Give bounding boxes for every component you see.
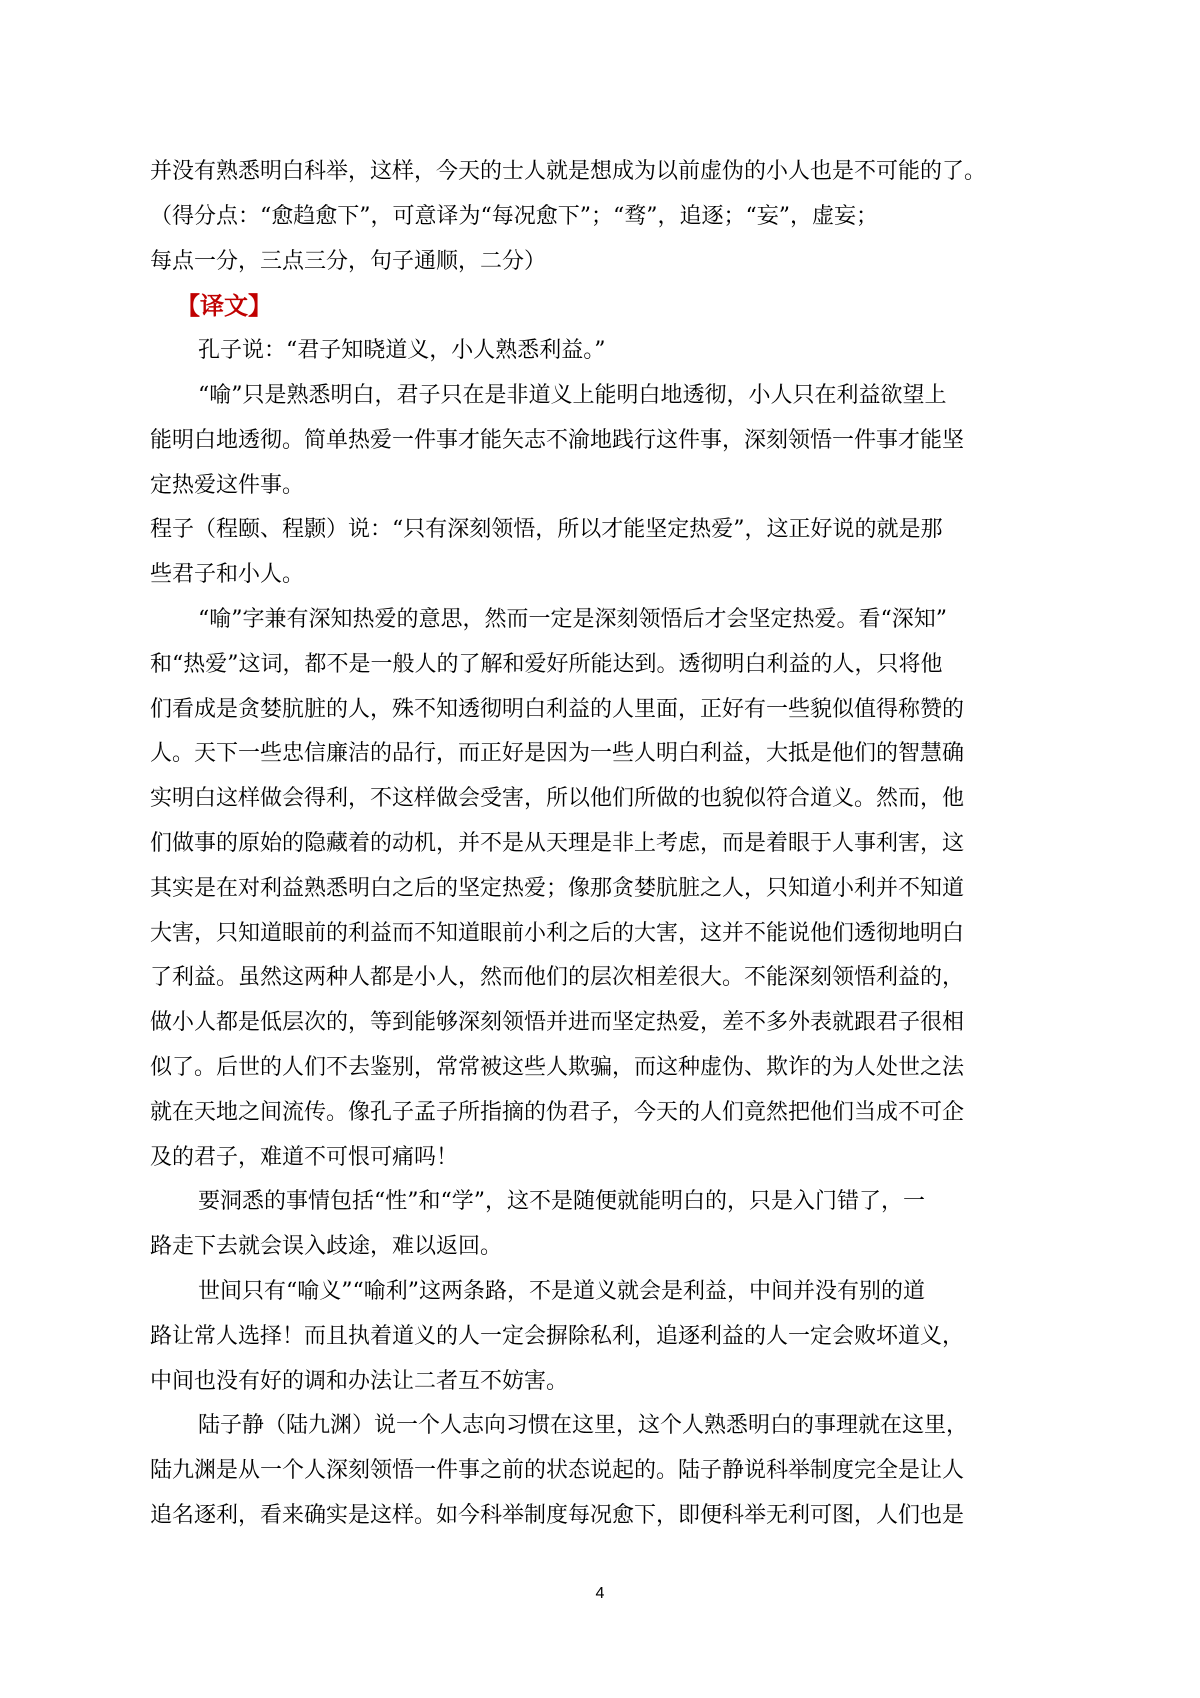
body-line: 和“热爱”这词，都不是一般人的了解和爱好所能达到。透彻明白利益的人，只将他: [150, 651, 943, 677]
body-line: “喻”字兼有深知热爱的意思，然而一定是深刻领悟后才会坚定热爱。看“深知”: [198, 606, 947, 632]
body-line: 做小人都是低层次的，等到能够深刻领悟并进而坚定热爱，差不多外表就跟君子很相: [150, 1010, 965, 1036]
translation-heading: 【译文】: [176, 291, 272, 321]
body-line: 追名逐利，看来确实是这样。如今科举制度每况愈下，即便科举无利可图，人们也是: [150, 1502, 965, 1528]
body-line: 人。天下一些忠信廉洁的品行，而正好是因为一些人明白利益，大抵是他们的智慧确: [150, 741, 965, 767]
body-line: 大害，只知道眼前的利益而不知道眼前小利之后的大害，这并不能说他们透彻地明白: [150, 920, 965, 946]
body-line: 实明白这样做会得利，不这样做会受害，所以他们所做的也貌似符合道义。然而，他: [150, 786, 965, 812]
body-line: 路让常人选择！而且执着道义的人一定会摒除私利，追逐利益的人一定会败坏道义，: [150, 1323, 965, 1349]
body-line: 们做事的原始的隐藏着的动机，并不是从天理是非上考虑，而是着眼于人事利害，这: [150, 830, 965, 856]
intro-line-1: 并没有熟悉明白科举，这样，今天的士人就是想成为以前虚伪的小人也是不可能的了。: [150, 159, 987, 184]
body-line: 及的君子，难道不可恨可痛吗！: [150, 1144, 459, 1170]
page-number: 4: [595, 1585, 605, 1602]
body-line: 能明白地透彻。简单热爱一件事才能矢志不渝地践行这件事，深刻领悟一件事才能坚: [150, 427, 965, 453]
body-line: 们看成是贪婪肮脏的人，殊不知透彻明白利益的人里面，正好有一些貌似值得称赞的: [150, 696, 965, 722]
body-line: “喻”只是熟悉明白，君子只在是非道义上能明白地透彻，小人只在利益欲望上: [198, 382, 947, 408]
body-line: 了利益。虽然这两种人都是小人，然而他们的层次相差很大。不能深刻领悟利益的，: [150, 965, 965, 991]
body-line: 孔子说：“君子知晓道义，小人熟悉利益。”: [198, 338, 606, 364]
body-line: 些君子和小人。: [150, 562, 305, 588]
body-line: 其实是在对利益熟悉明白之后的坚定热爱；像那贪婪肮脏之人，只知道小利并不知道: [150, 875, 965, 901]
body-line: 定热爱这件事。: [150, 472, 305, 498]
intro-line-3: 每点一分，三点三分，句子通顺，二分）: [150, 248, 547, 274]
intro-line-2: （得分点：“愈趋愈下”，可意译为“每况愈下”；“骛”，追逐；“妄”，虚妄；: [150, 203, 878, 229]
body-line: 路走下去就会误入歧途，难以返回。: [150, 1234, 503, 1260]
body-line: 似了。后世的人们不去鉴别，常常被这些人欺骗，而这种虚伪、欺诈的为人处世之法: [150, 1054, 965, 1080]
body-line: 陆九渊是从一个人深刻领悟一件事之前的状态说起的。陆子静说科举制度完全是让人: [150, 1458, 965, 1484]
body-line: 要洞悉的事情包括“性”和“学”，这不是随便就能明白的，只是入门错了，一: [198, 1189, 925, 1215]
body-line: 中间也没有好的调和办法让二者互不妨害。: [150, 1368, 569, 1394]
document-page: [150, 150, 1060, 1539]
body-line: 程子（程颐、程颢）说：“只有深刻领悟，所以才能坚定热爱”，这正好说的就是那: [150, 517, 943, 543]
body-line: 陆子静（陆九渊）说一个人志向习惯在这里，这个人熟悉明白的事理就在这里，: [198, 1413, 969, 1439]
body-line: 就在天地之间流传。像孔子孟子所指摘的伪君子，今天的人们竟然把他们当成不可企: [150, 1099, 965, 1125]
body-line: 世间只有“喻义”“喻利”这两条路，不是道义就会是利益，中间并没有别的道: [198, 1278, 925, 1304]
